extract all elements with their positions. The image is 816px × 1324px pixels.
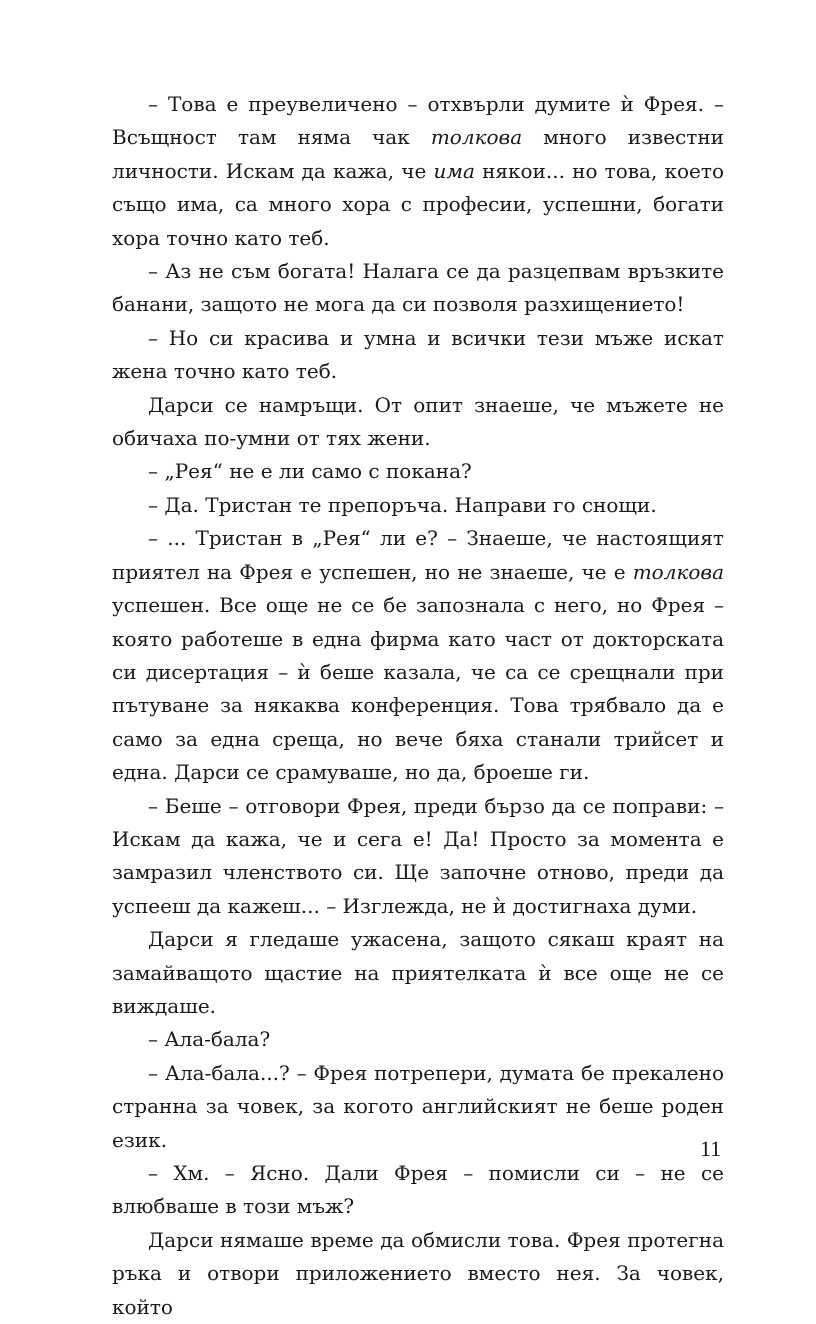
paragraph — [112, 1057, 724, 1157]
text-run: Дарси се намръщи. От опит знаеше, че мъжете не обичаха по-умни от тях жени. — [112, 392, 724, 451]
text-run: много известни личности. Искам да кажа, че — [112, 125, 725, 183]
paragraph — [112, 389, 724, 456]
text-run: – Ала-бала? — [148, 1027, 271, 1052]
text-run: – Да. Тристан те препоръча. Направи го снощи. — [148, 492, 657, 517]
paragraph — [112, 489, 724, 522]
paragraph — [112, 1224, 724, 1324]
paragraph — [112, 1157, 724, 1224]
paragraph — [112, 522, 724, 789]
text-run: – Ала-бала...? – Фрея потрепери, думата бе прекалено странна за човек, за когото английският не беше роден език. — [112, 1060, 724, 1152]
paragraph — [112, 923, 724, 1023]
paragraph — [112, 1023, 724, 1056]
text-run: – Аз не съм богата! Налага се да разцепвам връзките банани, защото не мога да си позволя разхищението! — [112, 259, 724, 317]
text-run: – ... Тристан в „Рея“ ли е? – Знаеше, че настоящият приятел на Фрея е успешен, но не знаеше, че е — [112, 526, 724, 584]
body-text — [112, 88, 724, 1324]
italic-text: толкова — [430, 125, 523, 150]
text-run: някои... но това, което също има, са много хора с професии, успешни, богати хора точно като теб. — [112, 158, 724, 250]
text-run: Дарси я гледаше ужасена, защото сякаш краят на замайващото щастие на приятелката ѝ все още не се виждаше. — [112, 927, 724, 1018]
paragraph — [112, 322, 724, 389]
text-run: – Това е преувеличено – отхвърли думите ѝ Фрея. – Всъщност там няма чак — [112, 92, 724, 150]
paragraph — [112, 255, 724, 322]
page-number: 11 — [700, 1136, 722, 1161]
text-run: Дарси нямаше време да обмисли това. Фрея протегна ръка и отвори приложението вместо нея. За човек, който — [112, 1227, 724, 1319]
paragraph — [112, 790, 724, 924]
paragraph — [112, 88, 724, 255]
text-run: успешен. Все още не се бе запознала с него, но Фрея – която работеше в една фирма като част от докторската си дисертация – ѝ беше казала, че са се срещнали при пътуване за някаква конференция. Това трябвало да е само за една среща, но вече бяха станали трийсет и една. Дарси се срамуваше, но да, броеше ги. — [112, 593, 724, 785]
paragraph — [112, 455, 724, 488]
text-run: – „Рея“ не е ли само с покана? — [148, 459, 472, 484]
text-run: – Но си красива и умна и всички тези мъже искат жена точно като теб. — [112, 325, 724, 384]
italic-text: има — [433, 158, 475, 183]
italic-text: толкова — [632, 559, 724, 584]
text-run: – Хм. – Ясно. Дали Фрея – помисли си – не се влюбваше в този мъж? — [112, 1161, 724, 1219]
text-run: – Беше – отговори Фрея, преди бързо да се поправи: – Искам да кажа, че и сега е! Да! Просто за момента е замразил членството си. Ще започне отново, преди да успееш да кажеш... – Изглежда, не ѝ достигнаха думи. — [112, 793, 724, 918]
